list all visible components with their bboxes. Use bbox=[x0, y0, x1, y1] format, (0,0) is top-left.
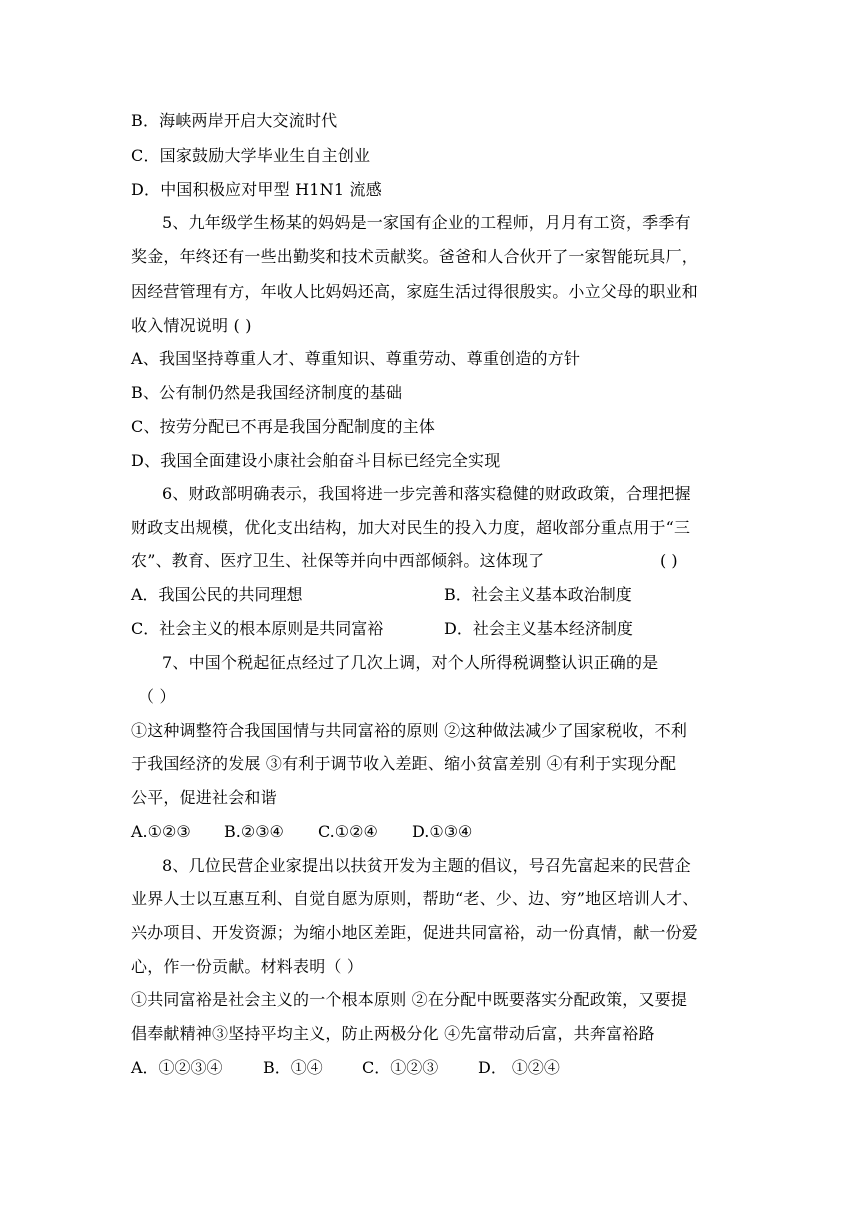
q5-option-c: C、按劳分配已不再是我国分配制度的主体 bbox=[131, 417, 436, 436]
q5-stem-line: 5、九年级学生杨某的妈妈是一家国有企业的工程师，月月有工资，季季有 bbox=[162, 213, 691, 232]
q6-stem-line: 财政支出规模，优化支出结构，加大对民生的投入力度，超收部分重点用于“三 bbox=[131, 518, 691, 537]
q6-option-a: A．我国公民的共同理想 bbox=[131, 585, 303, 604]
q7-option-b: B.②③④ bbox=[224, 822, 284, 841]
q8-option-b: B．①④ bbox=[263, 1058, 323, 1077]
q8-stem-line: 8、几位民营企业家提出以扶贫开发为主题的倡议，号召先富起来的民营企 bbox=[162, 856, 691, 875]
q7-option-d: D.①③④ bbox=[412, 822, 473, 841]
q5-stem-line: 收入情况说明 ( ) bbox=[131, 316, 252, 335]
q8-statements-line: 倡奉献精神③坚持平均主义，防止两极分化 ④先富带动后富，共奔富裕路 bbox=[131, 1024, 655, 1043]
q7-statements-line: 公平，促进社会和谐 bbox=[131, 788, 277, 807]
q7-option-c: C.①②④ bbox=[318, 822, 378, 841]
q6-answer-bracket: ( ) bbox=[660, 551, 678, 570]
q6-option-d: D．社会主义基本经济制度 bbox=[444, 619, 633, 638]
q8-option-a: A．①②③④ bbox=[131, 1058, 223, 1077]
q6-option-b: B．社会主义基本政治制度 bbox=[444, 585, 632, 604]
q5-option-b: B、公有制仍然是我国经济制度的基础 bbox=[131, 383, 403, 402]
q7-option-a: A.①②③ bbox=[131, 822, 191, 841]
prev-option-d: D．中国积极应对甲型 H1N1 流感 bbox=[131, 180, 382, 199]
q8-option-d: D． ①②④ bbox=[478, 1058, 560, 1077]
q5-stem-line: 奖金，年终还有一些出勤奖和技术贡献奖。爸爸和人合伙开了一家智能玩具厂， bbox=[131, 247, 699, 266]
q8-stem-line: 心，作一份贡献。材料表明（ ） bbox=[131, 957, 364, 976]
q6-stem-line: 农”、教育、医疗卫生、社保等并向中西部倾斜。这体现了 bbox=[131, 551, 545, 570]
q7-statements-line: 于我国经济的发展 ③有利于调节收入差距、缩小贫富差别 ④有利于实现分配 bbox=[131, 754, 677, 773]
q8-stem-line: 兴办项目、开发资源；为缩小地区差距，促进共同富裕，动一份真情，献一份爱 bbox=[131, 923, 699, 942]
q7-answer-bracket: （ ） bbox=[138, 687, 176, 706]
q8-option-c: C．①②③ bbox=[362, 1058, 439, 1077]
q7-statements-line: ①这种调整符合我国国情与共同富裕的原则 ②这种做法减少了国家税收，不利 bbox=[131, 721, 688, 740]
q8-stem-line: 业界人士以互惠互利、自觉自愿为原则，帮助“老、少、边、穷”地区培训人才、 bbox=[131, 889, 699, 908]
q6-option-c: C．社会主义的根本原则是共同富裕 bbox=[131, 619, 384, 638]
prev-option-c: C．国家鼓励大学毕业生自主创业 bbox=[131, 146, 371, 165]
prev-option-b: B．海峡两岸开启大交流时代 bbox=[131, 111, 338, 130]
q6-stem-line: 6、财政部明确表示，我国将进一步完善和落实稳健的财政政策，合理把握 bbox=[162, 484, 691, 503]
q5-option-a: A、我国坚持尊重人才、尊重知识、尊重劳动、尊重创造的方针 bbox=[131, 349, 581, 368]
q5-option-d: D、我国全面建设小康社会舶奋斗目标已经完全实现 bbox=[131, 451, 501, 470]
q7-stem-line: 7、中国个税起征点经过了几次上调，对个人所得税调整认识正确的是 bbox=[162, 653, 659, 672]
q5-stem-line: 因经营管理有方，年收人比妈妈还高，家庭生活过得很殷实。小立父母的职业和 bbox=[131, 282, 699, 301]
q8-statements-line: ①共同富裕是社会主义的一个根本原则 ②在分配中既要落实分配政策，又要提 bbox=[131, 990, 688, 1009]
